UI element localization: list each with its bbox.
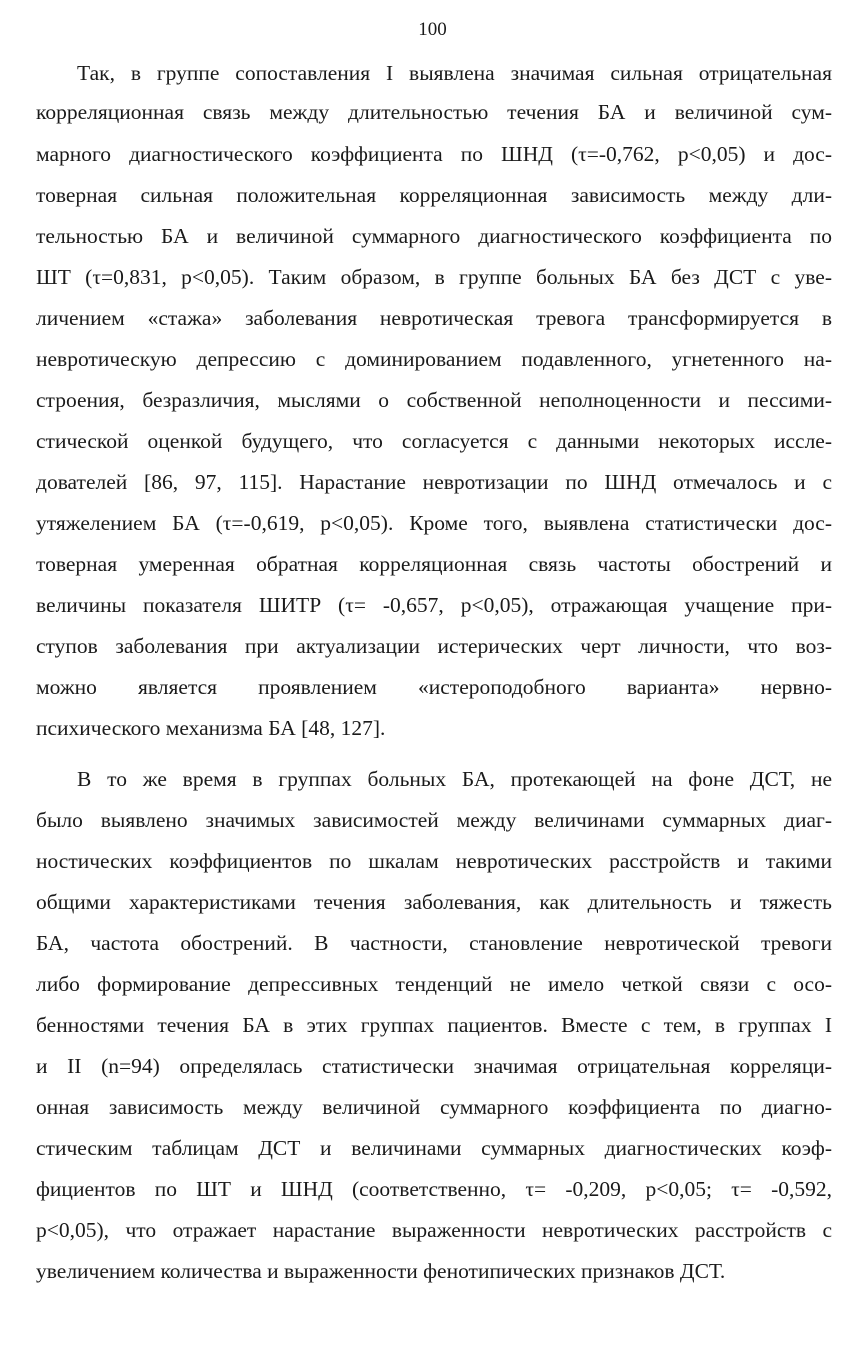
text-line: ступов заболевания при актуализации истерических черт личности, что воз-	[36, 634, 832, 658]
text-line: можно является проявлением «истероподобного варианта» нервно-	[36, 675, 832, 699]
text-line: утяжелением БА (τ=-0,619, p<0,05). Кроме того, выявлена статистически дос-	[36, 511, 832, 535]
text-line: товерная сильная положительная корреляционная зависимость между дли-	[36, 183, 832, 207]
text-line: бенностями течения БА в этих группах пациентов. Вместе с тем, в группах I	[36, 1013, 832, 1037]
text-line: ШТ (τ=0,831, p<0,05). Таким образом, в группе больных БА без ДСТ с уве-	[36, 265, 832, 289]
text-line: общими характеристиками течения заболевания, как длительность и тяжесть	[36, 890, 832, 914]
text-line: p<0,05), что отражает нарастание выраженности невротических расстройств с	[36, 1218, 832, 1242]
text-line: онная зависимость между величиной суммарного коэффициента по диагно-	[36, 1095, 832, 1119]
text-line: психического механизма БА [48, 127].	[36, 716, 386, 740]
text-line: товерная умеренная обратная корреляционная связь частоты обострений и	[36, 552, 832, 576]
page-number: 100	[418, 19, 447, 40]
text-line: стической оценкой будущего, что согласуется с данными некоторых иссле-	[36, 429, 832, 453]
text-line: величины показателя ШИТР (τ= -0,657, p<0,05), отражающая учащение при-	[36, 593, 832, 617]
text-line: тельностью БА и величиной суммарного диагностического коэффициента по	[36, 224, 832, 248]
text-line: Так, в группе сопоставления I выявлена значимая сильная отрицательная	[77, 61, 832, 85]
text-line: стическим таблицам ДСТ и величинами суммарных диагностических коэф-	[36, 1136, 832, 1160]
text-line: дователей [86, 97, 115]. Нарастание невротизации по ШНД отмечалось и с	[36, 470, 832, 494]
text-line: было выявлено значимых зависимостей между величинами суммарных диаг-	[36, 808, 832, 832]
text-line: БА, частота обострений. В частности, становление невротической тревоги	[36, 931, 832, 955]
text-line: невротическую депрессию с доминированием подавленного, угнетенного на-	[36, 347, 832, 371]
text-line: строения, безразличия, мыслями о собственной неполноценности и пессими-	[36, 388, 832, 412]
text-line: фициентов по ШТ и ШНД (соответственно, τ= -0,209, p<0,05; τ= -0,592,	[36, 1177, 832, 1201]
text-line: В то же время в группах больных БА, протекающей на фоне ДСТ, не	[77, 767, 832, 791]
text-line: увеличением количества и выраженности фенотипических признаков ДСТ.	[36, 1259, 726, 1283]
text-line: марного диагностического коэффициента по ШНД (τ=-0,762, p<0,05) и дос-	[36, 142, 832, 166]
text-line: личением «стажа» заболевания невротическая тревога трансформируется в	[36, 306, 832, 330]
text-line: корреляционная связь между длительностью течения БА и величиной сум-	[36, 100, 832, 124]
text-line: и II (n=94) определялась статистически значимая отрицательная корреляци-	[36, 1054, 832, 1078]
text-line: либо формирование депрессивных тенденций не имело четкой связи с осо-	[36, 972, 832, 996]
text-line: ностических коэффициентов по шкалам невротических расстройств и такими	[36, 849, 832, 873]
